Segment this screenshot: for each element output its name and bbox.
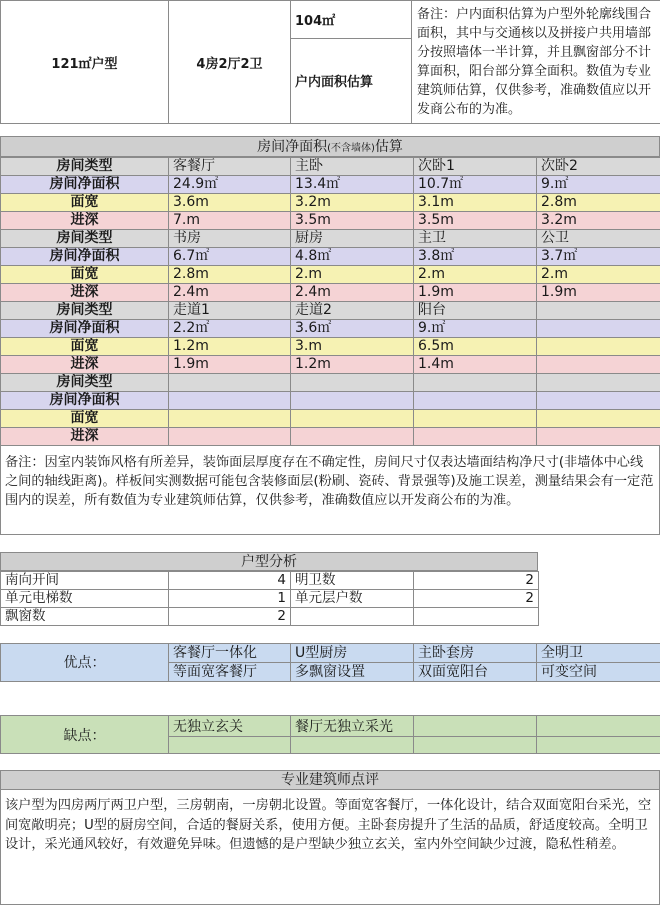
room-area-row bbox=[1, 392, 660, 410]
room-cell: 3.1m bbox=[414, 194, 537, 212]
pros-item: 主卧套房 bbox=[414, 644, 537, 663]
room-cell: 公卫 bbox=[537, 230, 660, 248]
pros-label: 优点： bbox=[1, 644, 169, 682]
room-cell bbox=[537, 320, 660, 338]
room-cell bbox=[169, 428, 291, 446]
analysis-value: 4 bbox=[169, 572, 291, 590]
room-cell: 走道1 bbox=[169, 302, 291, 320]
room-cell: 3.2m bbox=[537, 212, 660, 230]
room-cell bbox=[169, 392, 291, 410]
room-cell: 阳台 bbox=[414, 302, 537, 320]
room-cell bbox=[414, 392, 537, 410]
room-cell bbox=[537, 428, 660, 446]
pros-item: 全明卫 bbox=[537, 644, 660, 663]
row-label: 房间净面积 bbox=[1, 176, 169, 194]
room-cell bbox=[291, 410, 414, 428]
analysis-label: 南向开间 bbox=[1, 572, 169, 590]
room-cell bbox=[537, 392, 660, 410]
row-label: 面宽 bbox=[1, 194, 169, 212]
analysis-label: 单元层户数 bbox=[291, 590, 414, 608]
cons-table bbox=[0, 715, 660, 754]
room-cell bbox=[291, 374, 414, 392]
room-width-row bbox=[1, 410, 660, 428]
analysis-value: 1 bbox=[169, 590, 291, 608]
cons-row bbox=[1, 716, 660, 737]
room-cell: 次卧2 bbox=[537, 158, 660, 176]
row-label: 房间类型 bbox=[1, 158, 169, 176]
row-label: 进深 bbox=[1, 284, 169, 302]
room-cell bbox=[414, 374, 537, 392]
room-cell: 6.5m bbox=[414, 338, 537, 356]
rooms-section-title: 房间净面积(不含墙体)估算 bbox=[0, 136, 660, 157]
unit-layout: 4房2厅2卫 bbox=[169, 1, 291, 124]
pros-item: 双面宽阳台 bbox=[414, 663, 537, 682]
row-label: 进深 bbox=[1, 212, 169, 230]
row-label: 房间类型 bbox=[1, 230, 169, 248]
cons-item: 无独立玄关 bbox=[169, 716, 291, 737]
comment-text: 该户型为四房两厅两卫户型，三房朝南，一房朝北设置。等面宽客餐厅，一体化设计，结合双面宽阳台采光，空间宽敞明亮；U型的厨房空间，合适的餐厨关系，使用方便。主卧套房提升了生活的品质，舒适度较高。全明卫设计，采光通风较好，有效避免异味。但遗憾的是户型缺少独立玄关，室内外空间缺少过渡，隐私性稍差。 bbox=[0, 790, 660, 905]
room-type-row bbox=[1, 158, 660, 176]
room-area-row bbox=[1, 320, 660, 338]
pros-item: 多飘窗设置 bbox=[291, 663, 414, 682]
cons-item bbox=[414, 716, 537, 737]
room-cell: 2.m bbox=[537, 266, 660, 284]
room-type-row bbox=[1, 374, 660, 392]
area-value: 104㎡ bbox=[291, 1, 412, 39]
analysis-table bbox=[0, 571, 539, 626]
analysis-label: 明卫数 bbox=[291, 572, 414, 590]
room-cell bbox=[414, 428, 537, 446]
analysis-value: 2 bbox=[169, 608, 291, 626]
room-cell: 3.6m bbox=[169, 194, 291, 212]
room-cell: 3.8㎡ bbox=[414, 248, 537, 266]
room-area-row bbox=[1, 248, 660, 266]
room-cell bbox=[169, 410, 291, 428]
room-cell: 1.4m bbox=[414, 356, 537, 374]
room-cell: 6.7㎡ bbox=[169, 248, 291, 266]
area-note: 备注：户内面积估算为户型外轮廓线围合面积，其中与交通核以及拼接户共用墙部分按照墙体一半计算，并且飘窗部分不计算面积，阳台部分算全面积。数值为专业建筑师估算，仅供参考，准确数值应以开发商公布的为准。 bbox=[412, 1, 660, 124]
room-cell bbox=[537, 410, 660, 428]
row-label: 房间净面积 bbox=[1, 392, 169, 410]
room-depth-row bbox=[1, 428, 660, 446]
row-label: 面宽 bbox=[1, 266, 169, 284]
row-label: 面宽 bbox=[1, 338, 169, 356]
pros-item: 等面宽客餐厅 bbox=[169, 663, 291, 682]
room-cell: 9.㎡ bbox=[537, 176, 660, 194]
comment-title: 专业建筑师点评 bbox=[0, 770, 660, 790]
analysis-label: 飘窗数 bbox=[1, 608, 169, 626]
room-cell: 24.9㎡ bbox=[169, 176, 291, 194]
room-cell: 2.4m bbox=[291, 284, 414, 302]
room-type-row bbox=[1, 302, 660, 320]
cons-item bbox=[537, 737, 660, 754]
room-cell bbox=[537, 338, 660, 356]
cons-item bbox=[169, 737, 291, 754]
unit-summary-table bbox=[0, 0, 660, 124]
cons-item: 餐厅无独立采光 bbox=[291, 716, 414, 737]
area-label: 户内面积估算 bbox=[291, 38, 412, 123]
pros-item: 客餐厅一体化 bbox=[169, 644, 291, 663]
room-cell: 3.m bbox=[291, 338, 414, 356]
room-area-table bbox=[0, 157, 660, 446]
room-width-row bbox=[1, 338, 660, 356]
room-cell: 次卧1 bbox=[414, 158, 537, 176]
room-cell: 1.2m bbox=[169, 338, 291, 356]
pros-item: U型厨房 bbox=[291, 644, 414, 663]
analysis-value bbox=[414, 608, 539, 626]
room-cell: 1.9m bbox=[169, 356, 291, 374]
row-label: 房间净面积 bbox=[1, 320, 169, 338]
room-cell: 13.4㎡ bbox=[291, 176, 414, 194]
room-width-row bbox=[1, 194, 660, 212]
room-cell: 2.8m bbox=[537, 194, 660, 212]
pros-table bbox=[0, 643, 660, 682]
room-cell: 2.8m bbox=[169, 266, 291, 284]
pros-row bbox=[1, 644, 660, 663]
room-cell: 3.5m bbox=[414, 212, 537, 230]
room-cell: 4.8㎡ bbox=[291, 248, 414, 266]
room-cell: 3.5m bbox=[291, 212, 414, 230]
room-cell: 主卧 bbox=[291, 158, 414, 176]
cons-item bbox=[537, 716, 660, 737]
analysis-value: 2 bbox=[414, 572, 539, 590]
room-cell bbox=[169, 374, 291, 392]
analysis-value: 2 bbox=[414, 590, 539, 608]
room-cell bbox=[537, 374, 660, 392]
analysis-title: 户型分析 bbox=[0, 552, 538, 571]
room-cell: 书房 bbox=[169, 230, 291, 248]
room-cell: 3.2m bbox=[291, 194, 414, 212]
room-cell: 2.4m bbox=[169, 284, 291, 302]
room-cell: 1.9m bbox=[414, 284, 537, 302]
room-cell bbox=[537, 356, 660, 374]
room-cell: 客餐厅 bbox=[169, 158, 291, 176]
cons-item bbox=[291, 737, 414, 754]
room-width-row bbox=[1, 266, 660, 284]
unit-type: 121㎡户型 bbox=[1, 1, 169, 124]
rooms-note: 备注：因室内装饰风格有所差异，装饰面层厚度存在不确定性，房间尺寸仅表达墙面结构净尺寸(非墙体中心线之间的轴线距离)。样板间实测数据可能包含装修面层(粉刷、瓷砖、背景强等)及施工误差，测量结果会有一定范围内的误差，所有数值为专业建筑师估算，仅供参考，准确数值应以开发商公布的为准。 bbox=[0, 445, 660, 535]
pros-item: 可变空间 bbox=[537, 663, 660, 682]
room-cell: 9.㎡ bbox=[414, 320, 537, 338]
room-cell: 1.2m bbox=[291, 356, 414, 374]
room-cell: 7.m bbox=[169, 212, 291, 230]
room-depth-row bbox=[1, 212, 660, 230]
cons-item bbox=[414, 737, 537, 754]
analysis-label: 单元电梯数 bbox=[1, 590, 169, 608]
analysis-row bbox=[1, 608, 539, 626]
room-cell: 1.9m bbox=[537, 284, 660, 302]
analysis-row bbox=[1, 572, 539, 590]
room-cell bbox=[414, 410, 537, 428]
room-cell: 走道2 bbox=[291, 302, 414, 320]
room-type-row bbox=[1, 230, 660, 248]
room-cell: 3.6㎡ bbox=[291, 320, 414, 338]
analysis-row bbox=[1, 590, 539, 608]
room-cell bbox=[537, 302, 660, 320]
row-label: 房间类型 bbox=[1, 374, 169, 392]
room-cell: 2.m bbox=[414, 266, 537, 284]
room-area-row bbox=[1, 176, 660, 194]
analysis-label bbox=[291, 608, 414, 626]
row-label: 房间类型 bbox=[1, 302, 169, 320]
row-label: 进深 bbox=[1, 428, 169, 446]
room-depth-row bbox=[1, 284, 660, 302]
cons-label: 缺点： bbox=[1, 716, 169, 754]
room-cell: 厨房 bbox=[291, 230, 414, 248]
room-cell: 2.m bbox=[291, 266, 414, 284]
row-label: 房间净面积 bbox=[1, 248, 169, 266]
room-cell: 主卫 bbox=[414, 230, 537, 248]
row-label: 进深 bbox=[1, 356, 169, 374]
room-cell: 3.7㎡ bbox=[537, 248, 660, 266]
room-cell bbox=[291, 392, 414, 410]
room-cell: 2.2㎡ bbox=[169, 320, 291, 338]
room-depth-row bbox=[1, 356, 660, 374]
room-cell bbox=[291, 428, 414, 446]
room-cell: 10.7㎡ bbox=[414, 176, 537, 194]
row-label: 面宽 bbox=[1, 410, 169, 428]
